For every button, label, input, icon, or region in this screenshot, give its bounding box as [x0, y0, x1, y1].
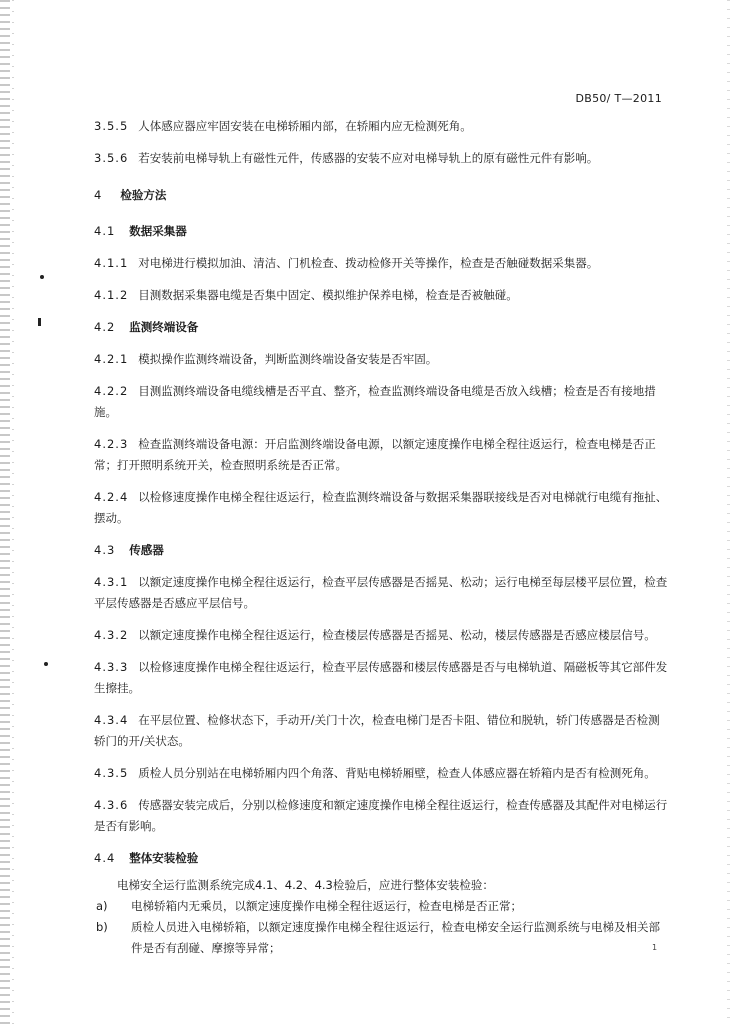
scan-edge-artifact	[12, 0, 14, 1024]
clause-3-5-6	[94, 148, 668, 169]
clause-number: 3.5.6	[94, 151, 129, 165]
clause-text: 在平层位置、检修状态下，手动开/关门十次，检查电梯门是否卡阻、错位和脱轨，轿门传感器是否检测轿门的开/关状态。	[94, 713, 660, 748]
clause-text: 以检修速度操作电梯全程往返运行，检查监测终端设备与数据采集器联接线是否对电梯就行电缆有拖扯、摆动。	[94, 490, 668, 525]
clause-text: 若安装前电梯导轨上有磁性元件，传感器的安装不应对电梯导轨上的原有磁性元件有影响。	[138, 151, 599, 165]
clause-4-2-4	[94, 487, 668, 529]
page-number: 1	[652, 943, 658, 952]
clause-number: 4.1.1	[94, 256, 129, 270]
clause-4-2-1	[94, 349, 668, 370]
list-label: b)	[96, 920, 108, 934]
section-number: 4	[94, 188, 103, 202]
clause-text: 人体感应器应牢固安装在电梯轿厢内部，在轿厢内应无检测死角。	[138, 119, 472, 133]
document-code: DB50/ T—2011	[575, 92, 662, 105]
list-label: a)	[96, 899, 108, 913]
clause-4-3-5	[94, 763, 668, 784]
clause-text: 模拟操作监测终端设备，判断监测终端设备安装是否牢固。	[138, 352, 438, 366]
section-4-3-heading	[94, 540, 668, 561]
clause-4-2-2	[94, 381, 668, 423]
clause-text: 对电梯进行模拟加油、清洁、门机检查、拨动检修开关等操作，检查是否触碰数据采集器。	[138, 256, 599, 270]
clause-number: 4.2.4	[94, 490, 129, 504]
section-title: 监测终端设备	[129, 320, 199, 334]
section-title: 数据采集器	[129, 224, 187, 238]
clause-number: 4.2.3	[94, 437, 129, 451]
list-text: 质检人员进入电梯轿箱，以额定速度操作电梯全程往返运行，检查电梯安全运行监测系统与电梯及相关部件是否有刮碰、摩擦等异常；	[131, 920, 660, 955]
section-4-1-heading	[94, 221, 668, 242]
section-number: 4.4	[94, 851, 116, 865]
list-item-a	[94, 896, 668, 917]
section-number: 4.3	[94, 543, 116, 557]
list-item-b	[94, 917, 668, 959]
clause-number: 4.3.6	[94, 798, 129, 812]
clause-number: 4.3.4	[94, 713, 129, 727]
scan-edge-artifact	[0, 0, 10, 1024]
section-title: 整体安装检验	[129, 851, 199, 865]
clause-number: 4.2.2	[94, 384, 129, 398]
scan-mark	[38, 318, 41, 326]
clause-text: 以检修速度操作电梯全程往返运行，检查平层传感器和楼层传感器是否与电梯轨道、隔磁板等其它部件发生擦挂。	[94, 660, 668, 695]
section-4-4-heading	[94, 848, 668, 869]
clause-text: 以额定速度操作电梯全程往返运行，检查楼层传感器是否摇晃、松动，楼层传感器是否感应楼层信号。	[138, 628, 656, 642]
scan-dot	[40, 275, 44, 279]
clause-number: 4.3.2	[94, 628, 129, 642]
clause-text: 目测监测终端设备电缆线槽是否平直、整齐，检查监测终端设备电缆是否放入线槽；检查是否有接地措施。	[94, 384, 656, 419]
clause-number: 4.3.3	[94, 660, 129, 674]
section-4-2-heading	[94, 317, 668, 338]
clause-number: 4.3.1	[94, 575, 129, 589]
clause-3-5-5	[94, 116, 668, 137]
section-4-4-intro: 电梯安全运行监测系统完成4.1、4.2、4.3检验后，应进行整体安装检验：	[117, 878, 494, 892]
scan-dot	[44, 662, 48, 666]
section-title: 检验方法	[120, 188, 167, 202]
clause-number: 4.3.5	[94, 766, 129, 780]
document-body	[94, 116, 668, 959]
clause-4-3-4	[94, 710, 668, 752]
clause-text: 检查监测终端设备电源：开启监测终端设备电源，以额定速度操作电梯全程往返运行，检查电梯是否正常；打开照明系统开关，检查照明系统是否正常。	[94, 437, 656, 472]
section-number: 4.2	[94, 320, 116, 334]
clause-text: 目测数据采集器电缆是否集中固定、模拟维护保养电梯，检查是否被触碰。	[138, 288, 518, 302]
clause-number: 4.2.1	[94, 352, 129, 366]
clause-text: 质检人员分别站在电梯轿厢内四个角落、背贴电梯轿厢壁，检查人体感应器在轿箱内是否有检测死角。	[138, 766, 656, 780]
clause-4-3-3	[94, 657, 668, 699]
clause-4-3-2	[94, 625, 668, 646]
clause-text: 以额定速度操作电梯全程往返运行，检查平层传感器是否摇晃、松动；运行电梯至每层楼平层位置，检查平层传感器是否感应平层信号。	[94, 575, 668, 610]
section-4-heading	[94, 185, 668, 206]
clause-4-3-6	[94, 795, 668, 837]
clause-number: 3.5.5	[94, 119, 129, 133]
clause-4-2-3	[94, 434, 668, 476]
clause-4-3-1	[94, 572, 668, 614]
list-text: 电梯轿箱内无乘员，以额定速度操作电梯全程往返运行，检查电梯是否正常；	[131, 899, 522, 913]
section-number: 4.1	[94, 224, 116, 238]
clause-number: 4.1.2	[94, 288, 129, 302]
clause-4-1-2	[94, 285, 668, 306]
section-title: 传感器	[129, 543, 164, 557]
clause-text: 传感器安装完成后，分别以检修速度和额定速度操作电梯全程往返运行，检查传感器及其配件对电梯运行是否有影响。	[94, 798, 668, 833]
clause-4-1-1	[94, 253, 668, 274]
